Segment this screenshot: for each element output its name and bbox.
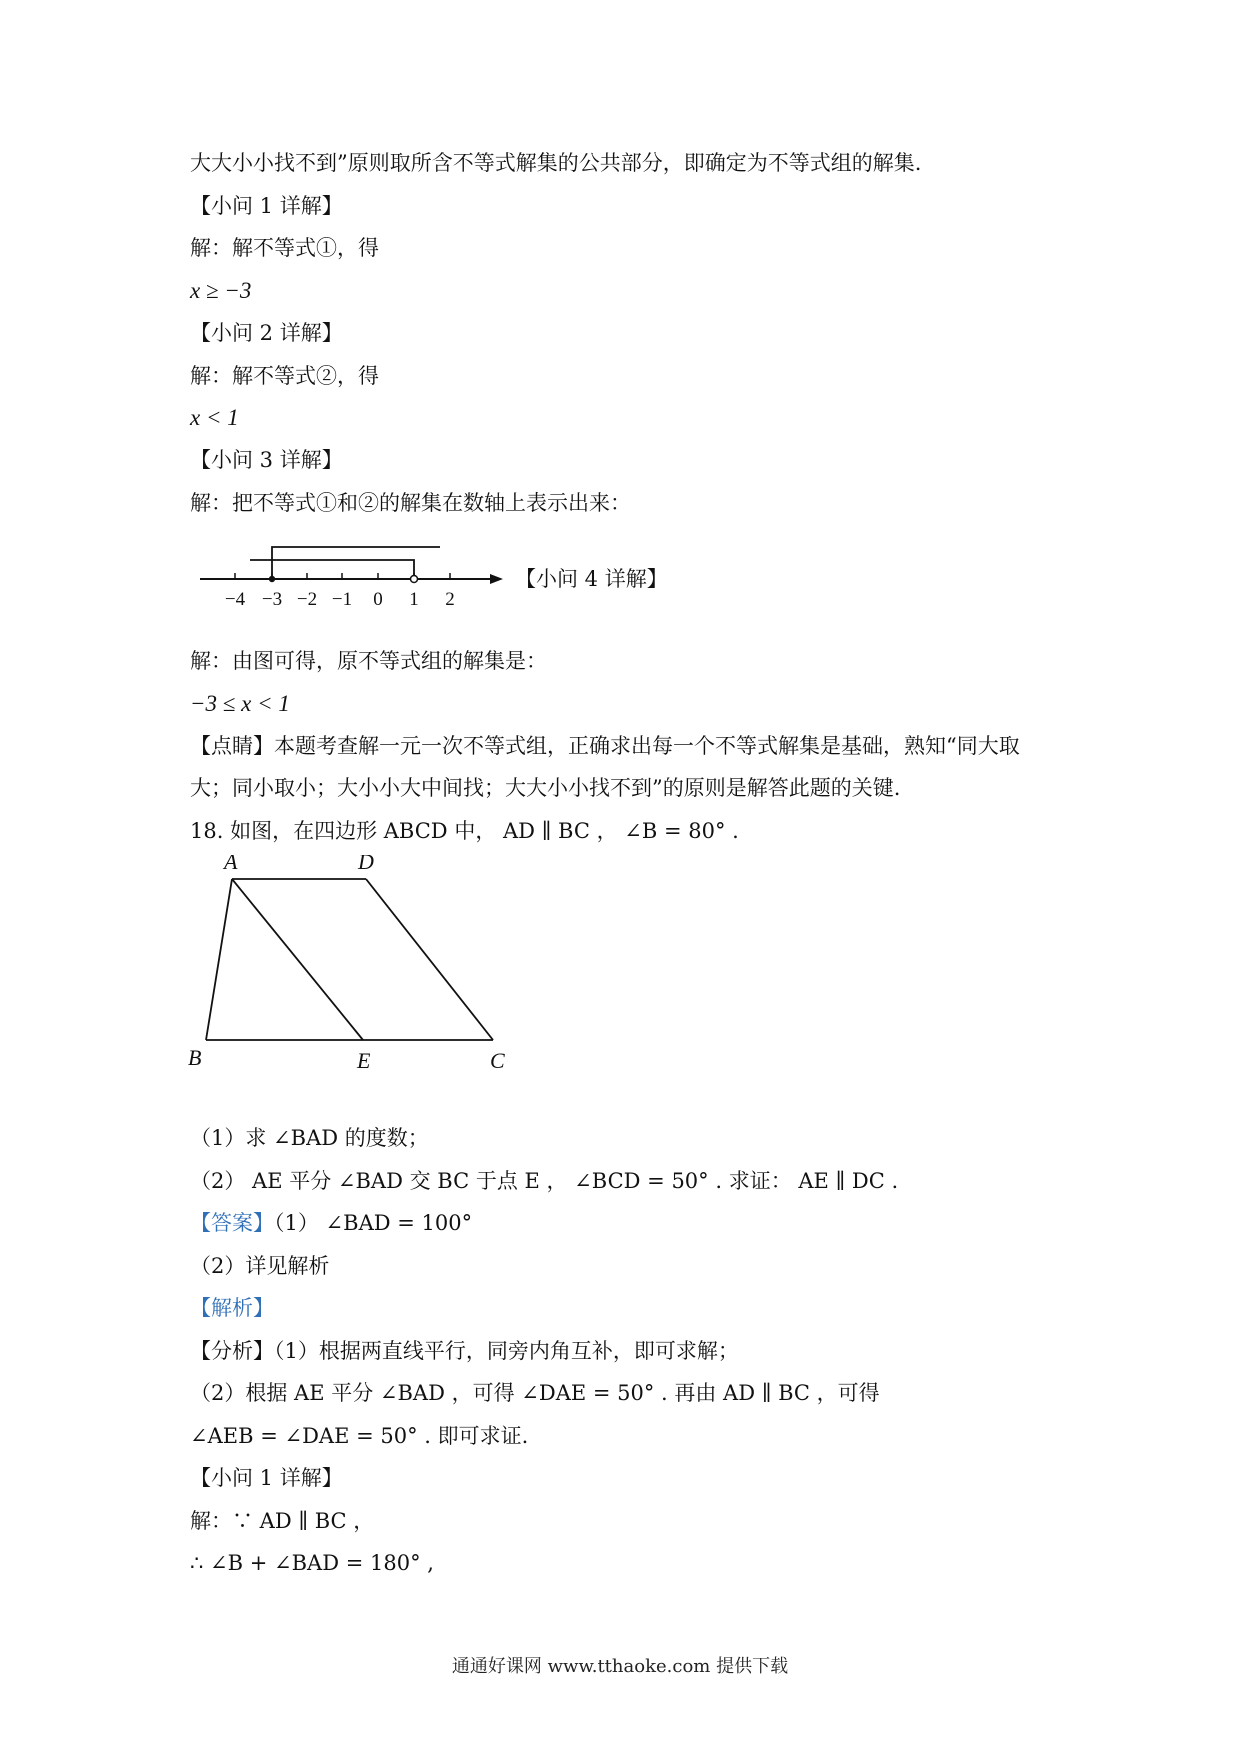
tick-label: 1 bbox=[409, 589, 419, 610]
subquestion-1-heading: 【小问 1 详解】 bbox=[190, 194, 343, 218]
tick-label: −1 bbox=[331, 589, 353, 610]
inequality-2-result: x < 1 bbox=[190, 405, 239, 430]
solution-line-1: 解：∵ AD ∥ BC ， bbox=[190, 1509, 375, 1533]
answer-part-2: （2）详见解析 bbox=[190, 1254, 330, 1278]
vertex-label-A: A bbox=[224, 855, 238, 874]
page-footer: 通通好课网 www.tthaoke.com 提供下载 bbox=[451, 1656, 789, 1677]
answer-tag: 【答案】 bbox=[190, 1211, 274, 1235]
vertex-label-D: D bbox=[358, 855, 374, 874]
tip-paragraph-line-1: 【点睛】本题考查解一元一次不等式组，正确求出每一个不等式解集是基础，熟知“同大取 bbox=[190, 734, 1020, 758]
subquestion-3-heading: 【小问 3 详解】 bbox=[190, 448, 343, 472]
tick-label: 0 bbox=[373, 589, 383, 610]
final-solution-set: −3 ≤ x < 1 bbox=[190, 691, 290, 716]
question-18-title: 18. 如图，在四边形 ABCD 中， AD ∥ BC ， ∠B = 80° . bbox=[190, 819, 739, 843]
segment-DC bbox=[366, 879, 493, 1040]
segment-AB bbox=[206, 879, 232, 1040]
open-point-1 bbox=[411, 576, 418, 583]
question-part-2: （2） AE 平分 ∠BAD 交 BC 于点 E ， ∠BCD = 50° . 求证： AE ∥ DC . bbox=[190, 1169, 899, 1193]
text-line-3: 解：解不等式①，得 bbox=[190, 236, 379, 260]
number-line-figure bbox=[195, 535, 715, 615]
tick-label: −3 bbox=[261, 589, 283, 610]
vertex-label-B: B bbox=[188, 1045, 202, 1070]
tick-label: −4 bbox=[224, 589, 246, 610]
subquestion-1-detail-heading: 【小问 1 详解】 bbox=[190, 1466, 343, 1490]
subquestion-4-heading: 【小问 4 详解】 bbox=[515, 567, 668, 591]
text-line-1: 大大小小找不到”原则取所含不等式解集的公共部分，即确定为不等式组的解集. bbox=[190, 151, 922, 175]
inequality-1-result: x ≥ −3 bbox=[190, 278, 252, 303]
solution-line-2: ∴ ∠B + ∠BAD = 180° , bbox=[190, 1551, 434, 1575]
tip-paragraph-line-2: 大；同小取小；大小小大中间找；大大小小找不到”的原则是解答此题的关键. bbox=[190, 776, 901, 800]
analysis-tag: 【解析】 bbox=[190, 1296, 274, 1320]
analysis-line-3: ∠AEB = ∠DAE = 50° . 即可求证. bbox=[190, 1424, 529, 1448]
tick-label: −2 bbox=[296, 589, 318, 610]
analysis-line-1: 【分析】（1）根据两直线平行，同旁内角互补，即可求解； bbox=[190, 1339, 739, 1363]
subquestion-2-heading: 【小问 2 详解】 bbox=[190, 321, 343, 345]
question-part-1: （1）求 ∠BAD 的度数； bbox=[190, 1126, 429, 1150]
answer-line bbox=[190, 1208, 472, 1238]
vertex-label-C: C bbox=[490, 1048, 505, 1073]
analysis-line-2: （2）根据 AE 平分 ∠BAD ，可得 ∠DAE = 50° . 再由 AD ∥ BC ，可得 bbox=[190, 1381, 880, 1405]
text-line-10: 解：由图可得，原不等式组的解集是： bbox=[190, 649, 547, 673]
answer-text: （1） ∠BAD = 100° bbox=[274, 1211, 473, 1235]
axis-arrow-icon bbox=[490, 574, 503, 584]
range-x-lt-1 bbox=[250, 560, 414, 579]
tick-label: 2 bbox=[445, 589, 455, 610]
vertex-label-E: E bbox=[357, 1048, 371, 1073]
closed-point-minus3 bbox=[269, 576, 275, 582]
text-line-9: 解：把不等式①和②的解集在数轴上表示出来： bbox=[190, 491, 631, 515]
quadrilateral-figure bbox=[180, 855, 520, 1085]
text-line-6: 解：解不等式②，得 bbox=[190, 364, 379, 388]
segment-AE bbox=[232, 879, 363, 1040]
